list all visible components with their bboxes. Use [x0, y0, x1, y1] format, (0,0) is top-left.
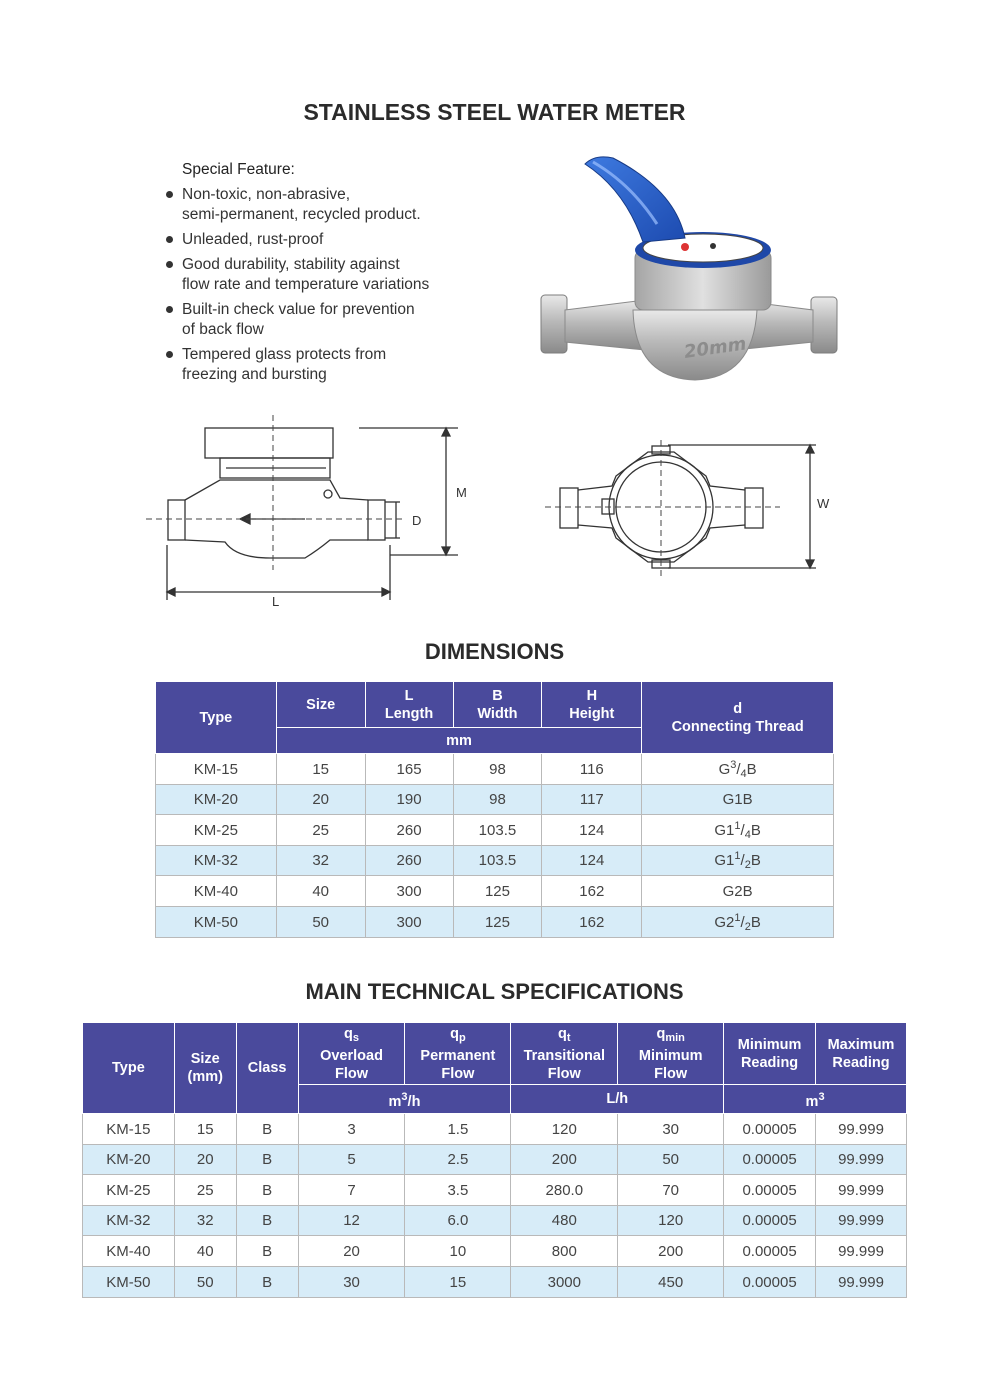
page-title: STAINLESS STEEL WATER METER [303, 99, 686, 125]
col-type: Type [83, 1023, 175, 1114]
col-maximum-reading: Maximum Reading [816, 1023, 907, 1085]
col-type: Type [156, 682, 277, 754]
col-minimum-reading: Minimum Reading [724, 1023, 816, 1085]
col-height: H Height [542, 682, 642, 728]
table-row: KM-32 32 B 12 6.0 480 120 0.00005 99.999 [83, 1206, 907, 1236]
feature-item: Unleaded, rust-proof [163, 230, 463, 250]
table-row: KM-50 50 300 125 162 $G2^1/_2B$ [156, 907, 834, 938]
specifications-heading: MAIN TECHNICAL SPECIFICATIONS [305, 979, 684, 1004]
table-row: KM-25 25 B 7 3.5 280.0 70 0.00005 99.999 [83, 1175, 907, 1206]
unit-m3: $m^3$ [724, 1085, 907, 1114]
dim-label-m: M [456, 485, 467, 500]
dim-label-l: L [272, 594, 280, 609]
dim-label-w: W [817, 496, 830, 511]
feature-item: Tempered glass protects from freezing and bursting [163, 345, 463, 385]
col-length: L Length [365, 682, 453, 728]
dim-label-d: D [412, 513, 422, 528]
table-row: KM-25 25 260 103.5 124 $G1^1/_4B$ [156, 815, 834, 846]
unit-lh: L/h [511, 1085, 724, 1114]
table-row: KM-15 15 165 98 116 $G^3/_4B$ [156, 754, 834, 785]
dimension-drawing [140, 410, 850, 615]
unit-m3h: $m^3/h$ [298, 1085, 511, 1114]
feature-item: Built-in check value for prevention of back flow [163, 300, 463, 340]
feature-heading: Special Feature: [182, 161, 295, 178]
table-row: KM-20 20 190 98 117 G1B [156, 785, 834, 815]
col-width: B Width [453, 682, 542, 728]
feature-list [163, 160, 463, 390]
col-size: Size [276, 682, 365, 728]
feature-item: Non-toxic, non-abrasive, semi-permanent, recycled product. [163, 185, 463, 225]
col-size: Size (mm) [174, 1023, 236, 1114]
dimensions-table [155, 681, 834, 938]
table-row: KM-50 50 B 30 15 3000 450 0.00005 99.999 [83, 1267, 907, 1298]
table-row: KM-15 15 B 3 1.5 120 30 0.00005 99.999 [83, 1114, 907, 1145]
specifications-table [82, 1022, 907, 1298]
col-transitional-flow: $q_t$ Transitional Flow [511, 1023, 618, 1085]
dimensions-heading: DIMENSIONS [424, 639, 565, 664]
feature-item: Good durability, stability against flow rate and temperature variations [163, 255, 463, 295]
cast-size-text: 20mm [682, 333, 748, 363]
water-meter-photo [535, 150, 845, 390]
col-overload-flow: $q_s$ Overload Flow [298, 1023, 405, 1085]
table-row: KM-40 40 B 20 10 800 200 0.00005 99.999 [83, 1236, 907, 1267]
col-thread: d Connecting Thread [642, 682, 834, 754]
col-minimum-flow: $q_{min}$ Minimum Flow [618, 1023, 724, 1085]
table-row: KM-40 40 300 125 162 G2B [156, 876, 834, 907]
unit-mm: mm [276, 728, 641, 754]
table-row: KM-32 32 260 103.5 124 $G1^1/_2B$ [156, 846, 834, 876]
col-permanent-flow: $q_p$ Permanent Flow [405, 1023, 511, 1085]
col-class: Class [236, 1023, 298, 1114]
table-row: KM-20 20 B 5 2.5 200 50 0.00005 99.999 [83, 1145, 907, 1175]
